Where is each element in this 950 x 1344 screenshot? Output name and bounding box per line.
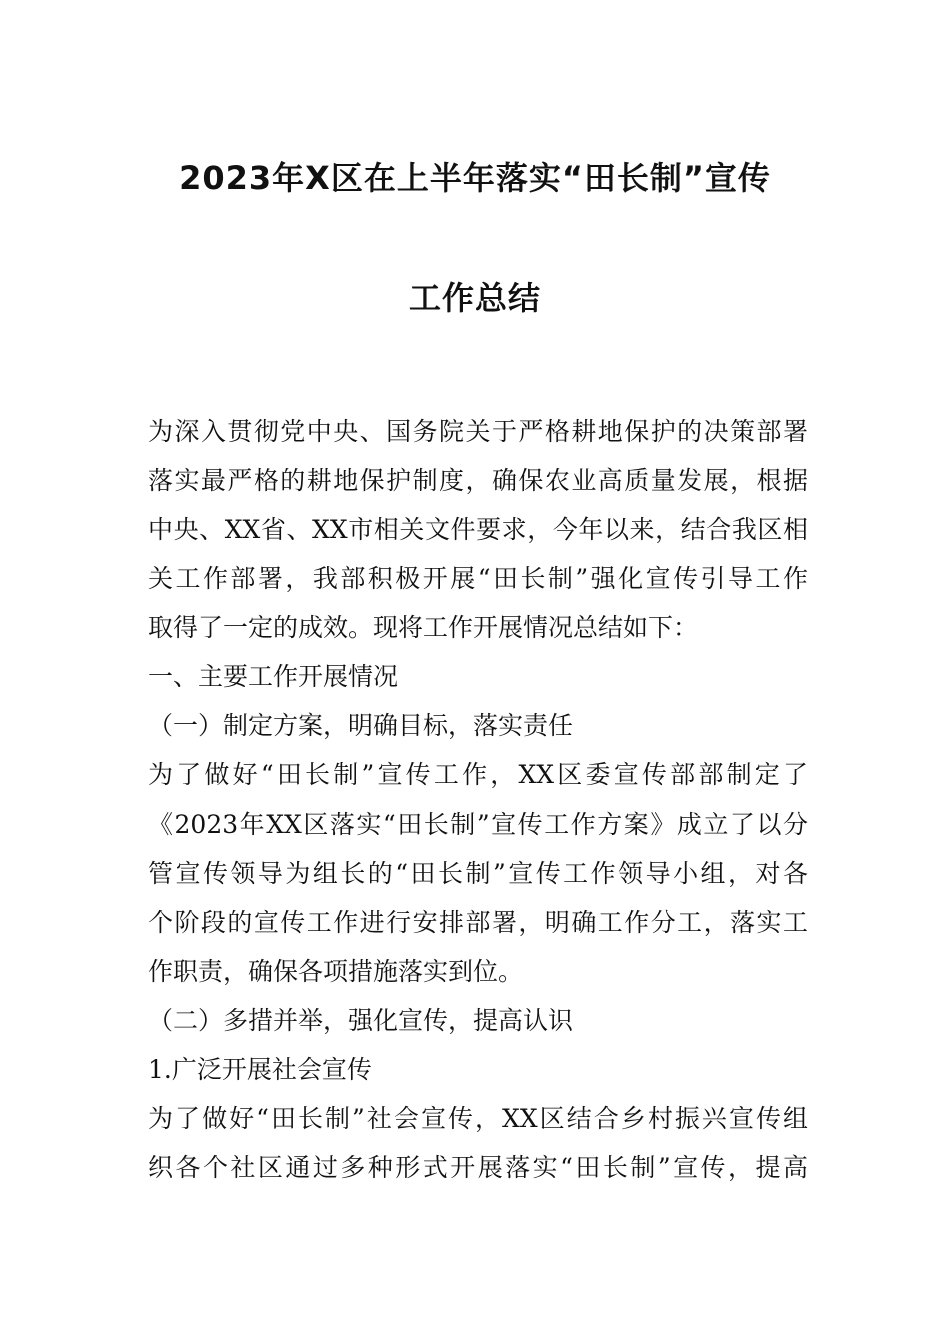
body-line: 《2023年XX区落实“田长制”宣传工作方案》成立了以分 bbox=[148, 810, 808, 839]
document-title-line-1: 2023年X区在上半年落实“田长制”宣传 bbox=[179, 159, 771, 197]
body-line: 作职责，确保各项措施落实到位。 bbox=[148, 957, 524, 986]
body-line: 个阶段的宣传工作进行安排部署，明确工作分工，落实工 bbox=[148, 908, 808, 937]
subsection-heading: （二）多措并举，强化宣传，提高认识 bbox=[148, 1006, 574, 1035]
item-heading: 1.广泛开展社会宣传 bbox=[148, 1055, 372, 1084]
body-line: 为了做好“田长制”宣传工作，XX区委宣传部部制定了 bbox=[148, 760, 808, 789]
body-line: 取得了一定的成效。现将工作开展情况总结如下： bbox=[148, 613, 699, 642]
body-line: 为深入贯彻党中央、国务院关于严格耕地保护的决策部署 bbox=[148, 417, 808, 446]
body-line: 为了做好“田长制”社会宣传，XX区结合乡村振兴宣传组 bbox=[148, 1104, 808, 1133]
body-line: 关工作部署，我部积极开展“田长制”强化宣传引导工作 bbox=[148, 564, 808, 593]
body-line: 织各个社区通过多种形式开展落实“田长制”宣传，提高 bbox=[148, 1153, 808, 1182]
document-title-line-2: 工作总结 bbox=[408, 279, 541, 317]
body-line: 落实最严格的耕地保护制度，确保农业高质量发展，根据 bbox=[148, 466, 808, 495]
section-heading: 一、主要工作开展情况 bbox=[148, 662, 399, 691]
subsection-heading: （一）制定方案，明确目标，落实责任 bbox=[148, 711, 574, 740]
body-line: 中央、XX省、XX市相关文件要求，今年以来，结合我区相 bbox=[148, 515, 808, 544]
body-line: 管宣传领导为组长的“田长制”宣传工作领导小组，对各 bbox=[148, 859, 808, 888]
